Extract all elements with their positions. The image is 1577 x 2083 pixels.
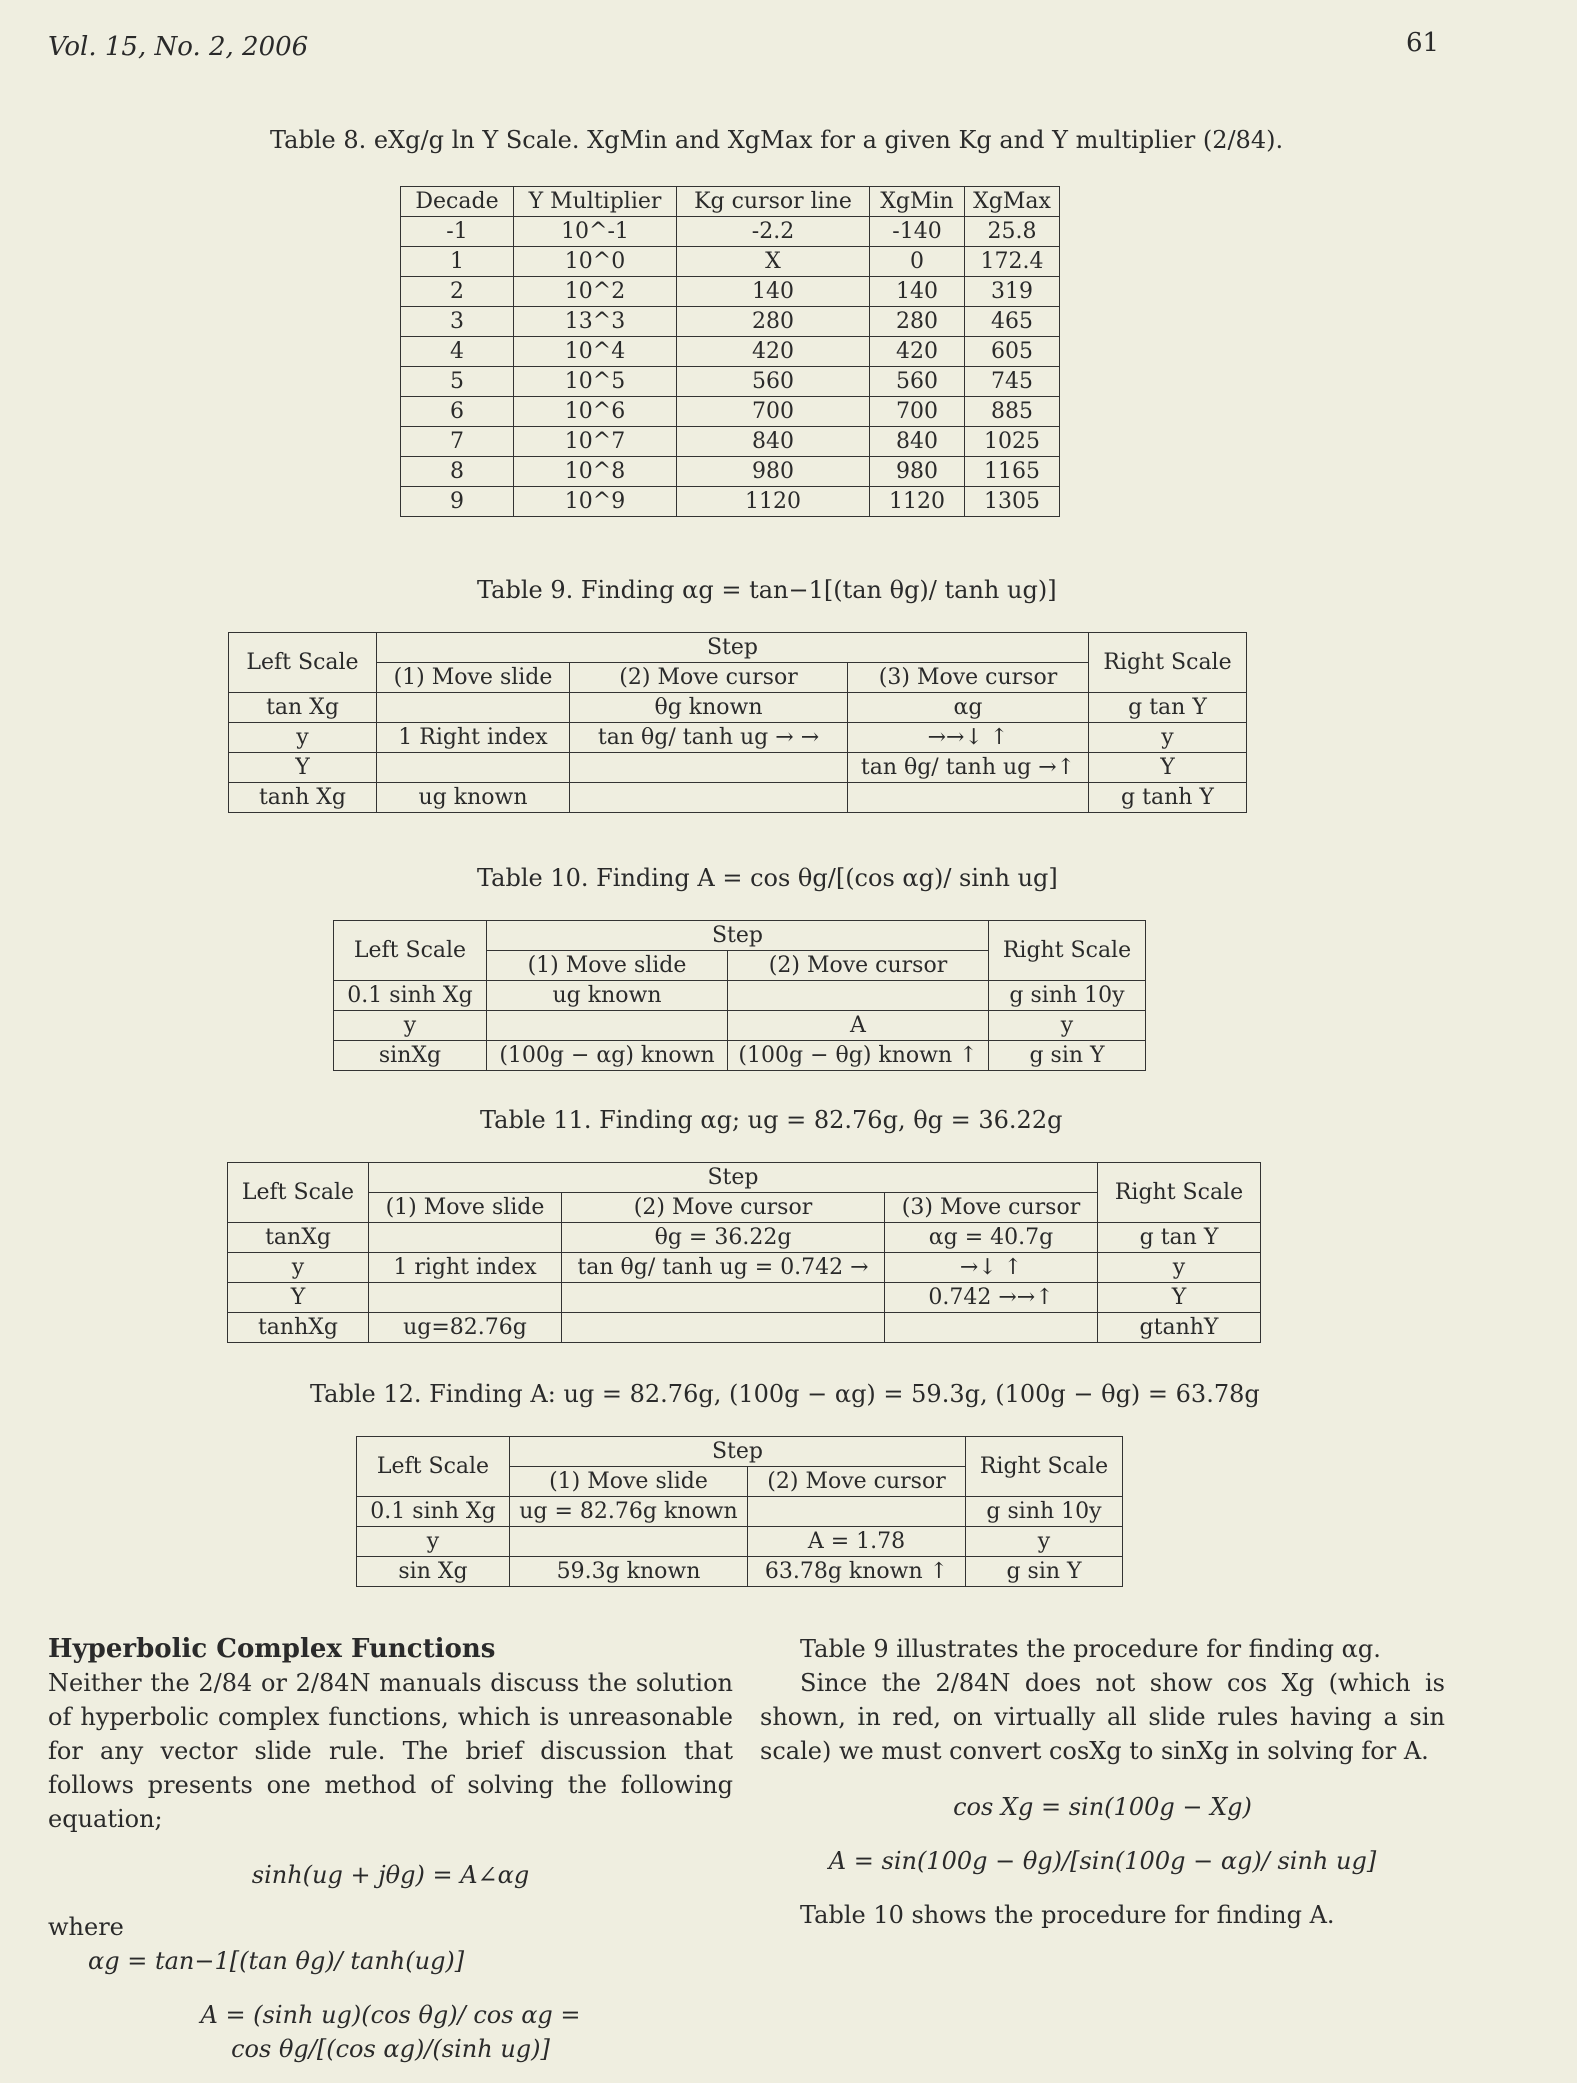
table-cell: 1 right index	[369, 1253, 562, 1283]
table10	[333, 920, 1146, 1071]
table-cell: 3	[401, 307, 514, 337]
table-cell: g sinh 10y	[989, 981, 1146, 1011]
table-cell	[510, 1527, 748, 1557]
step-column-header: (3) Move cursor	[885, 1193, 1098, 1223]
table-cell: tan θg/ tanh ug →↑	[848, 753, 1089, 783]
step-column-header: (1) Move slide	[510, 1467, 748, 1497]
table-cell: 140	[870, 277, 965, 307]
table-cell: 13^3	[514, 307, 677, 337]
table-cell: 465	[965, 307, 1060, 337]
table9	[228, 632, 1247, 813]
step-column-header: (2) Move cursor	[570, 663, 848, 693]
table-row	[228, 1223, 1261, 1253]
table-cell: 700	[870, 397, 965, 427]
table-cell: Y	[1089, 753, 1247, 783]
table-cell: tanhXg	[228, 1313, 369, 1343]
table-cell: 0.1 sinh Xg	[357, 1497, 510, 1527]
table-cell: 980	[677, 457, 870, 487]
table-cell: 172.4	[965, 247, 1060, 277]
table-row	[334, 1011, 1146, 1041]
table-row	[229, 693, 1247, 723]
step-column-header: (1) Move slide	[377, 663, 570, 693]
equation: A = sin(100g − θg)/[sin(100g − αg)/ sinh ug]	[828, 1847, 1377, 1875]
table-cell: 280	[677, 307, 870, 337]
table-cell	[377, 753, 570, 783]
table-row	[401, 367, 1060, 397]
paragraph: Table 10 shows the procedure for finding A.	[800, 1901, 1335, 1929]
step-header: Step	[369, 1163, 1098, 1193]
step-column-header: (2) Move cursor	[728, 951, 989, 981]
table-cell: θg known	[570, 693, 848, 723]
table-cell: 745	[965, 367, 1060, 397]
table-cell	[487, 1011, 728, 1041]
table-cell: tanXg	[228, 1223, 369, 1253]
column-header: Y Multiplier	[514, 187, 677, 217]
left-scale-header: Left Scale	[357, 1437, 510, 1497]
section-title: Hyperbolic Complex Functions	[48, 1634, 496, 1664]
table-cell: y	[229, 723, 377, 753]
table-cell	[885, 1313, 1098, 1343]
table-row	[401, 217, 1060, 247]
table-cell: 140	[677, 277, 870, 307]
table-row	[228, 1283, 1261, 1313]
table-cell: y	[334, 1011, 487, 1041]
paragraph: Table 9 illustrates the procedure for finding αg.	[800, 1635, 1381, 1663]
table-row	[357, 1557, 1123, 1587]
equation: sinh(ug + jθg) = A∠αg	[251, 1861, 530, 1889]
step-header: Step	[510, 1437, 966, 1467]
table-cell: 560	[677, 367, 870, 397]
table-cell: 4	[401, 337, 514, 367]
table-row	[401, 427, 1060, 457]
table-cell: →→↓ ↑	[848, 723, 1089, 753]
table-cell: y	[966, 1527, 1123, 1557]
equation: cos Xg = sin(100g − Xg)	[953, 1793, 1252, 1821]
table-cell: g sin Y	[989, 1041, 1146, 1071]
table-cell: -140	[870, 217, 965, 247]
table-row	[401, 307, 1060, 337]
table-header-row	[334, 921, 1146, 951]
table-cell: ug known	[377, 783, 570, 813]
table-cell: (100g − θg) known ↑	[728, 1041, 989, 1071]
column-header: Kg cursor line	[677, 187, 870, 217]
right-scale-header: Right Scale	[966, 1437, 1123, 1497]
table8	[400, 186, 1060, 517]
table-row	[401, 457, 1060, 487]
table-row	[357, 1497, 1123, 1527]
table-cell: 1305	[965, 487, 1060, 517]
table10-caption: Table 10. Finding A = cos θg/[(cos αg)/ sinh ug]	[477, 864, 1058, 892]
left-scale-header: Left Scale	[228, 1163, 369, 1223]
table-cell: 10^2	[514, 277, 677, 307]
table-row	[229, 723, 1247, 753]
table-cell: Y	[229, 753, 377, 783]
right-scale-header: Right Scale	[989, 921, 1146, 981]
left-scale-header: Left Scale	[229, 633, 377, 693]
table-cell: 0.742 →→↑	[885, 1283, 1098, 1313]
table-cell: 319	[965, 277, 1060, 307]
table-cell: Y	[1098, 1283, 1261, 1313]
table-cell: 10^5	[514, 367, 677, 397]
journal-header: Vol. 15, No. 2, 2006	[48, 32, 309, 62]
table12	[356, 1436, 1123, 1587]
table-header-row	[228, 1163, 1261, 1193]
table-cell: y	[1089, 723, 1247, 753]
table-cell: y	[1098, 1253, 1261, 1283]
right-scale-header: Right Scale	[1098, 1163, 1261, 1223]
step-column-header: (1) Move slide	[487, 951, 728, 981]
column-header: Decade	[401, 187, 514, 217]
table-cell: 1025	[965, 427, 1060, 457]
table11	[227, 1162, 1261, 1343]
table-cell: 420	[870, 337, 965, 367]
table-cell: g tan Y	[1089, 693, 1247, 723]
table-cell: sin Xg	[357, 1557, 510, 1587]
table-cell: gtanhY	[1098, 1313, 1261, 1343]
page-number: 61	[1406, 28, 1440, 58]
table-cell: ug known	[487, 981, 728, 1011]
table-cell: 10^8	[514, 457, 677, 487]
table-row	[228, 1313, 1261, 1343]
table-cell: 5	[401, 367, 514, 397]
table-cell: αg = 40.7g	[885, 1223, 1098, 1253]
table-cell: 1120	[677, 487, 870, 517]
table-cell: ug=82.76g	[369, 1313, 562, 1343]
table-cell: A = 1.78	[748, 1527, 966, 1557]
table-cell: 605	[965, 337, 1060, 367]
table12-caption: Table 12. Finding A: ug = 82.76g, (100g − αg) = 59.3g, (100g − θg) = 63.78g	[310, 1380, 1260, 1408]
table-cell: 840	[870, 427, 965, 457]
table-cell: -1	[401, 217, 514, 247]
table-cell	[748, 1497, 966, 1527]
equation: cos θg/[(cos αg)/(sinh ug)]	[231, 2035, 550, 2063]
table-cell	[562, 1283, 885, 1313]
table-cell: 1120	[870, 487, 965, 517]
table-cell: 10^7	[514, 427, 677, 457]
table11-caption: Table 11. Finding αg; ug = 82.76g, θg = 36.22g	[480, 1106, 1063, 1134]
table-row	[229, 783, 1247, 813]
step-column-header: (2) Move cursor	[748, 1467, 966, 1497]
table8-caption: Table 8. eXg/g ln Y Scale. XgMin and XgMax for a given Kg and Y multiplier (2/84).	[270, 126, 1284, 154]
table-cell: αg	[848, 693, 1089, 723]
table-cell: 10^9	[514, 487, 677, 517]
table-cell: y	[228, 1253, 369, 1283]
table-row	[401, 487, 1060, 517]
table9-caption: Table 9. Finding αg = tan−1[(tan θg)/ tanh ug)]	[477, 576, 1057, 604]
table-cell	[562, 1313, 885, 1343]
table-cell: g tanh Y	[1089, 783, 1247, 813]
step-column-header: (1) Move slide	[369, 1193, 562, 1223]
left-scale-header: Left Scale	[334, 921, 487, 981]
table-cell: 1	[401, 247, 514, 277]
table-cell: 7	[401, 427, 514, 457]
table-cell: X	[677, 247, 870, 277]
equation: A = (sinh ug)(cos θg)/ cos αg =	[200, 2001, 581, 2029]
table-cell: tanh Xg	[229, 783, 377, 813]
right-scale-header: Right Scale	[1089, 633, 1247, 693]
table-cell: 6	[401, 397, 514, 427]
table-row	[401, 277, 1060, 307]
table-cell: 280	[870, 307, 965, 337]
table-cell: 10^6	[514, 397, 677, 427]
table-cell: ug = 82.76g known	[510, 1497, 748, 1527]
table-cell: 25.8	[965, 217, 1060, 247]
step-column-header: (3) Move cursor	[848, 663, 1089, 693]
table-cell: θg = 36.22g	[562, 1223, 885, 1253]
paragraph: where	[48, 1913, 124, 1941]
table-cell	[570, 753, 848, 783]
table-cell: 0.1 sinh Xg	[334, 981, 487, 1011]
table-cell: g sin Y	[966, 1557, 1123, 1587]
column-header: XgMin	[870, 187, 965, 217]
table-row	[401, 397, 1060, 427]
table-cell: 560	[870, 367, 965, 397]
table-cell: (100g − αg) known	[487, 1041, 728, 1071]
table-cell: sinXg	[334, 1041, 487, 1071]
table-cell: y	[357, 1527, 510, 1557]
table-cell: 1 Right index	[377, 723, 570, 753]
left-column	[48, 1632, 733, 2066]
table-cell: 59.3g known	[510, 1557, 748, 1587]
table-row	[401, 247, 1060, 277]
table-cell: 840	[677, 427, 870, 457]
table-cell: 980	[870, 457, 965, 487]
table-cell: 420	[677, 337, 870, 367]
table-cell	[848, 783, 1089, 813]
table-row	[228, 1253, 1261, 1283]
table-cell: y	[989, 1011, 1146, 1041]
table-cell: -2.2	[677, 217, 870, 247]
table-header-row	[229, 633, 1247, 663]
step-header: Step	[377, 633, 1089, 663]
table-row	[357, 1527, 1123, 1557]
table-cell	[377, 693, 570, 723]
table-cell	[570, 783, 848, 813]
table-header-row	[357, 1437, 1123, 1467]
column-header: XgMax	[965, 187, 1060, 217]
table-cell: Y	[228, 1283, 369, 1313]
table-cell: tan θg/ tanh ug → →	[570, 723, 848, 753]
table-cell: 0	[870, 247, 965, 277]
table-cell: 10^4	[514, 337, 677, 367]
paragraph: Since the 2/84N does not show cos Xg (which is shown, in red, on virtually all slide rules having a sin scale) we must convert cosXg to sinXg in solving for A.	[760, 1669, 1445, 1765]
table-header-row	[401, 187, 1060, 217]
table-cell	[369, 1223, 562, 1253]
table-cell: 9	[401, 487, 514, 517]
table-cell: tan θg/ tanh ug = 0.742 →	[562, 1253, 885, 1283]
table-row	[334, 1041, 1146, 1071]
table-cell: tan Xg	[229, 693, 377, 723]
table-cell: →↓ ↑	[885, 1253, 1098, 1283]
table-cell	[728, 981, 989, 1011]
table-cell: 10^-1	[514, 217, 677, 247]
table-cell: 8	[401, 457, 514, 487]
table-cell: 2	[401, 277, 514, 307]
table-cell: g sinh 10y	[966, 1497, 1123, 1527]
table-cell: 10^0	[514, 247, 677, 277]
table-cell: 885	[965, 397, 1060, 427]
table-cell: 63.78g known ↑	[748, 1557, 966, 1587]
table-cell: g tan Y	[1098, 1223, 1261, 1253]
equation: αg = tan−1[(tan θg)/ tanh(ug)]	[88, 1947, 465, 1975]
table-cell: A	[728, 1011, 989, 1041]
step-column-header: (2) Move cursor	[562, 1193, 885, 1223]
table-cell: 700	[677, 397, 870, 427]
paragraph: Neither the 2/84 or 2/84N manuals discuss the solution of hyperbolic complex functions, which is unreasonable for any vector slide rule. The brief discussion that follows presents one method of solving the following equation;	[48, 1669, 733, 1833]
table-row	[334, 981, 1146, 1011]
table-row	[229, 753, 1247, 783]
table-cell: 1165	[965, 457, 1060, 487]
table-cell	[369, 1283, 562, 1313]
table-row	[401, 337, 1060, 367]
step-header: Step	[487, 921, 989, 951]
right-column	[760, 1632, 1445, 1932]
